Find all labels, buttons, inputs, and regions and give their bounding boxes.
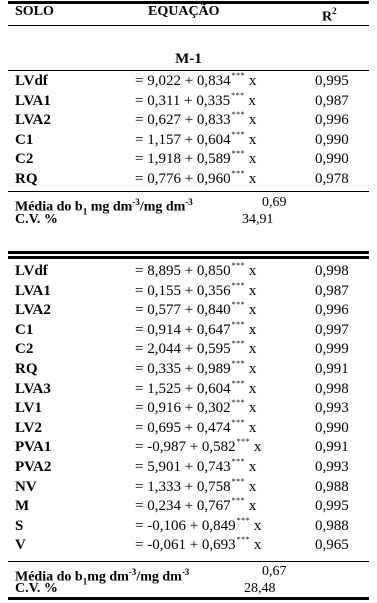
soil-name: LVA3 <box>15 380 51 397</box>
r2-value: 0,993 <box>315 400 349 417</box>
table-row <box>0 150 377 169</box>
equation-variable: x <box>248 73 257 89</box>
r2-value: 0,988 <box>315 478 349 495</box>
equation-variable: x <box>248 151 257 168</box>
equation <box>135 111 256 131</box>
soil-name: PVA2 <box>15 459 52 475</box>
section2-cv-value: 28,48 <box>244 581 276 596</box>
equation <box>135 438 261 458</box>
r2-value: 0,987 <box>315 92 349 109</box>
media-label-exp2: -3 <box>181 567 190 577</box>
media-label-sub: 1 <box>82 576 88 587</box>
equation <box>135 360 256 380</box>
equation-text: = 0,234 + 0,767 <box>135 498 231 515</box>
significance-marker: *** <box>231 261 246 270</box>
significance-marker: *** <box>231 110 246 120</box>
equation-text: = 0,916 + 0,302 <box>135 400 231 417</box>
r2-value: 0,990 <box>315 419 349 436</box>
r2-value: 0,998 <box>315 380 349 397</box>
significance-marker: *** <box>231 319 246 329</box>
r2-value: 0,991 <box>315 439 349 456</box>
soil-name: LVA2 <box>15 302 51 319</box>
soil-name: M <box>15 498 30 515</box>
equation-variable: x <box>248 302 257 319</box>
equation-variable: x <box>248 419 257 436</box>
media-label-part1: Média do b <box>15 199 83 215</box>
table-row <box>0 458 377 477</box>
equation-text: = 8,895 + 0,850 <box>135 263 231 279</box>
table-row <box>0 517 377 536</box>
equation <box>135 131 256 151</box>
table-row <box>0 536 377 555</box>
table-row <box>0 380 377 399</box>
significance-marker: *** <box>231 71 246 80</box>
table-row <box>0 262 377 281</box>
header-r2 <box>322 4 337 26</box>
equation-variable: x <box>248 459 257 475</box>
equation-text: = 2,044 + 0,595 <box>135 341 231 358</box>
media-rule-1 <box>8 191 369 192</box>
header-rule <box>8 25 369 26</box>
section-divider-top <box>8 251 369 254</box>
equation-variable: x <box>248 380 257 397</box>
table-row <box>0 111 377 130</box>
equation <box>135 458 256 478</box>
r2-value: 0,993 <box>315 459 349 475</box>
section2-cv-label: C.V. % <box>15 581 58 596</box>
section2-media-value: 0,67 <box>262 564 287 579</box>
equation-variable: x <box>248 321 257 338</box>
media-rule-2 <box>8 561 369 562</box>
equation-variable: x <box>248 498 257 515</box>
table-row <box>0 419 377 438</box>
r2-value: 0,999 <box>315 341 349 358</box>
significance-marker: *** <box>231 398 246 408</box>
equation-text: = 0,311 + 0,335 <box>135 92 231 109</box>
equation-text: = 1,333 + 0,758 <box>135 478 231 495</box>
equation-variable: x <box>248 341 257 358</box>
significance-marker: *** <box>231 496 246 506</box>
equation <box>135 72 256 92</box>
significance-marker: *** <box>231 90 245 100</box>
equation-text: = -0,061 + 0,693 <box>135 537 236 554</box>
equation-text: = 1,157 + 0,604 <box>135 131 231 148</box>
table-row <box>0 170 377 189</box>
equation-text: = -0,987 + 0,582 <box>135 439 236 456</box>
r2-value: 0,988 <box>315 517 349 534</box>
significance-marker: *** <box>231 359 246 368</box>
table-row <box>0 340 377 359</box>
section-divider-bottom <box>8 256 369 259</box>
significance-marker: *** <box>231 476 246 486</box>
table-row <box>0 282 377 301</box>
table-row <box>0 360 377 379</box>
soil-name: RQ <box>15 361 38 377</box>
equation <box>135 380 256 400</box>
equation-text: = 0,776 + 0,960 <box>135 171 231 187</box>
media-label-part3: /mg dm <box>136 569 182 585</box>
soil-name: RQ <box>15 171 38 187</box>
soil-name: V <box>15 537 26 554</box>
table-row <box>0 321 377 340</box>
r2-value: 0,965 <box>315 537 349 554</box>
table-row <box>0 497 377 516</box>
r2-value: 0,997 <box>315 321 349 338</box>
equation <box>135 497 256 517</box>
significance-marker: *** <box>236 437 251 447</box>
section1-media-value: 0,69 <box>262 195 287 210</box>
r2-value: 0,995 <box>315 73 349 89</box>
table-row <box>0 399 377 418</box>
equation-text: = 0,695 + 0,474 <box>135 419 231 436</box>
soil-name: C2 <box>15 151 34 168</box>
section1-cv-value: 34,91 <box>242 212 274 227</box>
equation-text: = 0,577 + 0,840 <box>135 302 231 319</box>
media-label-part3: /mg dm <box>139 199 186 215</box>
equation <box>135 536 261 556</box>
table-row <box>0 478 377 497</box>
equation <box>135 301 256 321</box>
significance-marker: *** <box>231 378 246 388</box>
soil-name: C1 <box>15 321 34 338</box>
equation <box>135 399 256 419</box>
r2-value: 0,990 <box>315 151 349 168</box>
equation-variable: x <box>248 171 257 187</box>
equation-variable: x <box>248 282 257 299</box>
soil-name: LV2 <box>15 419 42 436</box>
section1-cv-label: C.V. % <box>15 212 58 227</box>
significance-marker: *** <box>231 339 246 349</box>
soil-name: LVA2 <box>15 112 51 129</box>
significance-marker: *** <box>231 280 246 290</box>
table-row <box>0 92 377 111</box>
equation-text: = 1,918 + 0,589 <box>135 151 231 168</box>
media-label-exp2: -3 <box>185 197 193 207</box>
equation-text: = 0,335 + 0,989 <box>135 361 231 377</box>
r2-value: 0,978 <box>315 171 349 187</box>
media-label-part2: mg dm <box>87 569 129 585</box>
media-label-sub: 1 <box>82 206 88 217</box>
equation <box>135 419 256 439</box>
table-row <box>0 131 377 150</box>
header-r2-exp: 2 <box>332 6 337 16</box>
header-r2-base: R <box>322 9 333 25</box>
soil-name: S <box>15 517 24 534</box>
equation <box>135 262 256 282</box>
soil-name: C2 <box>15 341 34 358</box>
equation-text: = 0,914 + 0,647 <box>135 321 231 338</box>
table-row <box>0 72 377 91</box>
equation-variable: x <box>248 400 257 417</box>
header-equacao: EQUAÇÃO <box>148 4 220 19</box>
r2-value: 0,990 <box>315 131 349 148</box>
soil-name: LV1 <box>15 400 42 417</box>
significance-marker: *** <box>231 129 246 139</box>
equation <box>135 170 256 190</box>
r2-value: 0,991 <box>315 361 349 377</box>
r2-value: 0,995 <box>315 498 349 515</box>
media-label-part1: Média do b <box>15 569 83 585</box>
table-row <box>0 301 377 320</box>
soil-name: C1 <box>15 131 34 148</box>
table-row <box>0 438 377 457</box>
significance-marker: *** <box>231 169 246 178</box>
equation-text: = 1,525 + 0,604 <box>135 380 231 397</box>
equation-variable: x <box>248 478 257 495</box>
equation-text: = 0,155 + 0,356 <box>135 282 231 299</box>
equation <box>135 321 256 341</box>
equation <box>135 478 256 498</box>
media-label-exp1: -3 <box>128 567 137 577</box>
r2-value: 0,987 <box>315 282 349 299</box>
soil-name: LVA1 <box>15 92 51 109</box>
equation-variable: x <box>248 92 256 109</box>
media-label-part2: mg dm <box>87 199 133 215</box>
soil-name: PVA1 <box>15 439 52 456</box>
header-solo: SOLO <box>15 4 54 19</box>
equation-variable: x <box>253 439 262 456</box>
equation-text: = 5,901 + 0,743 <box>135 459 231 475</box>
equation-variable: x <box>253 517 262 534</box>
media-label-exp1: -3 <box>132 197 140 207</box>
section-title-rule <box>8 70 369 71</box>
r2-value: 0,998 <box>315 263 349 279</box>
soil-name: NV <box>15 478 37 495</box>
equation-variable: x <box>248 112 257 129</box>
soil-name: LVdf <box>15 263 48 279</box>
equation <box>135 517 261 537</box>
significance-marker: *** <box>231 417 246 427</box>
soil-name: LVA1 <box>15 282 51 299</box>
soil-name: LVdf <box>15 73 48 89</box>
significance-marker: *** <box>236 515 251 525</box>
equation-variable: x <box>248 263 257 279</box>
equation <box>135 92 256 112</box>
equation-text: = -0,106 + 0,849 <box>135 517 236 534</box>
r2-value: 0,996 <box>315 112 349 129</box>
equation <box>135 282 256 302</box>
significance-marker: *** <box>231 149 246 159</box>
bottom-rule <box>8 597 369 600</box>
equation <box>135 340 256 360</box>
significance-marker: *** <box>236 535 251 545</box>
equation-text: = 9,022 + 0,834 <box>135 73 231 89</box>
r2-value: 0,996 <box>315 302 349 319</box>
equation-variable: x <box>248 131 257 148</box>
equation-variable: x <box>253 537 262 554</box>
significance-marker: *** <box>231 457 246 466</box>
equation-text: = 0,627 + 0,833 <box>135 112 231 129</box>
equation-variable: x <box>248 361 257 377</box>
section1-title: M-1 <box>175 51 202 67</box>
significance-marker: *** <box>231 300 246 310</box>
equation <box>135 150 256 170</box>
